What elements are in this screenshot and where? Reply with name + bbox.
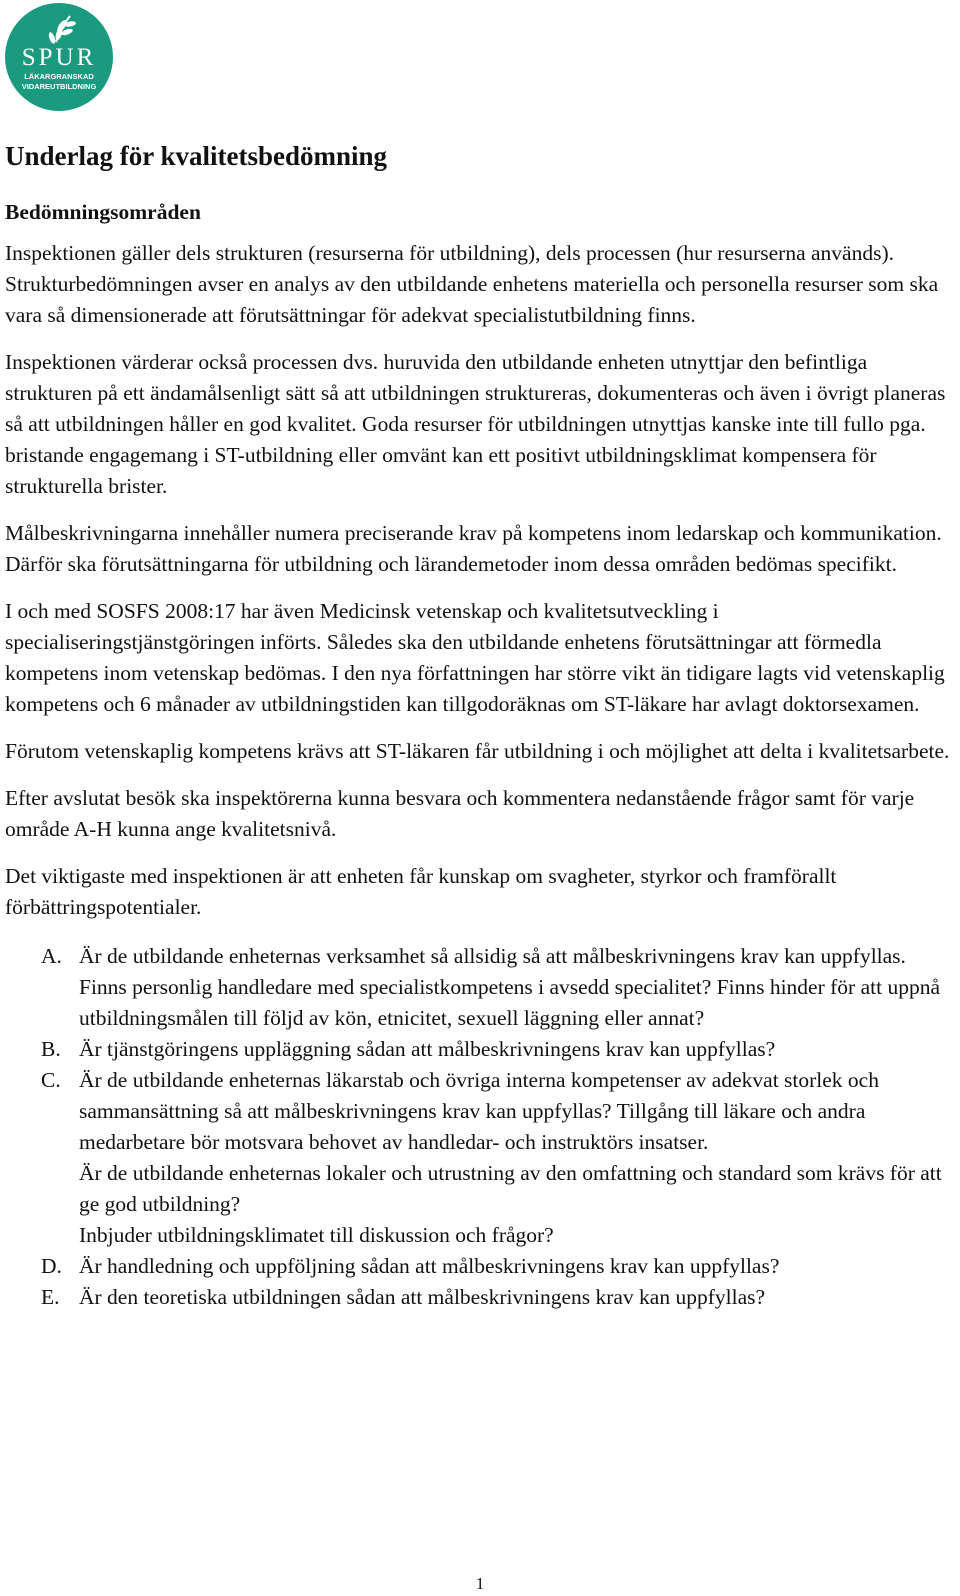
list-item-text: Är de utbildande enheternas läkarstab och övriga interna kompetenser av adekvat storlek och sammansättning så att målbeskrivningens krav kan uppfyllas? Tillgång till läkare och andra medarbetare bör motsvara behovet av handledar- och instruktörs insatser. [79,1068,879,1154]
paragraph: Inspektionen gäller dels strukturen (resurserna för utbildning), dels processen (hur resurserna används). Strukturbedömningen avser en analys av den utbildande enhetens materiella och personella resurser som ska vara så dimensionerade att förutsättningar för adekvat specialistutbildning finns. [5,241,939,327]
paragraph: Målbeskrivningarna innehåller numera preciserande krav på kompetens inom ledarskap och kommunikation. Därför ska förutsättningarna för utbildning och lärandemetoder inom dessa områden bedömas specifikt. [5,521,942,576]
logo-line-2: VIDAREUTBILDNING [21,82,97,91]
paragraph: Efter avslutat besök ska inspektörerna kunna besvara och kommentera nedanstående frågor samt för varje område A-H kunna ange kvalitetsnivå. [5,786,915,841]
paragraph: Förutom vetenskaplig kompetens krävs att ST-läkaren får utbildning i och möjlighet att delta i kvalitetsarbete. [5,739,950,763]
logo-line-1: LÄKARGRANSKAD [24,72,94,81]
logo-letters: SPUR [21,44,97,71]
list-item-letter: A. [41,944,62,968]
list-item-text: Inbjuder utbildningsklimatet till diskussion och frågor? [79,1223,554,1247]
list-item-letter: B. [41,1037,61,1061]
spur-logo-badge [4,2,114,112]
paragraph: Det viktigaste med inspektionen är att enheten får kunskap om svagheter, styrkor och framförallt förbättringspotentialer. [5,864,837,919]
list-item [5,941,950,1034]
list-item [5,1282,950,1313]
list-item-text: Är de utbildande enheternas lokaler och utrustning av den omfattning och standard som krävs för att ge god utbildning? [79,1161,942,1216]
list-item-text: Är den teoretiska utbildningen sådan att målbeskrivningens krav kan uppfyllas? [79,1285,766,1309]
list-item-text: Är handledning och uppföljning sådan att målbeskrivningens krav kan uppfyllas? [79,1254,780,1278]
list-item-text: Är de utbildande enheternas verksamhet så allsidig så att målbeskrivningens krav kan uppfyllas. Finns personlig handledare med specialistkompetens i avsedd specialitet? Finns hinder för att uppnå utbildningsmålen till följd av kön, etnicitet, sexuell läggning eller annat? [79,944,940,1030]
paragraph: Inspektionen värderar också processen dvs. huruvida den utbildande enheten utnyttjar den befintliga strukturen på ett ändamålsenligt sätt så att utbildningen struktureras, dokumenteras och även i övrigt planeras så att utbildningen håller en god kvalitet. Goda resurser för utbildningen utnyttjas kanske inte till fullo pga. bristande engagemang i ST-utbildning eller omvänt kan ett positivt utbildningsklimat kompensera för strukturella brister. [5,350,946,498]
assessment-questions-list [5,941,950,1313]
document-title: Underlag för kvalitetsbedömning [5,141,388,171]
list-item-text: Är tjänstgöringens uppläggning sådan att målbeskrivningens krav kan uppfyllas? [79,1037,776,1061]
list-item [5,1065,950,1251]
page-number: 1 [475,1574,485,1593]
list-item-letter: E. [41,1285,60,1309]
paragraph: I och med SOSFS 2008:17 har även Medicinsk vetenskap och kvalitetsutveckling i specialiseringstjänstgöringen införts. Således ska den utbildande enhetens förutsättningar att förmedla kompetens inom vetenskap bedömas. I den nya författningen har större vikt än tidigare lagts vid vetenskaplig kompetens och 6 månader av utbildningstiden kan tillgodoräknas om ST-läkare har avlagt doktorsexamen. [5,599,945,716]
section-heading: Bedömningsområden [5,200,201,224]
list-item-letter: D. [41,1254,62,1278]
list-item [5,1034,950,1065]
document-body [5,136,950,1313]
list-item [5,1251,950,1282]
list-item-letter: C. [41,1068,61,1092]
spur-logo [4,2,114,112]
